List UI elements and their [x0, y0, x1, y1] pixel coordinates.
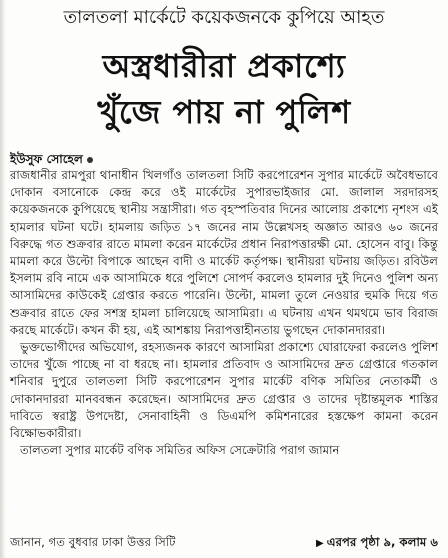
byline-bullet-icon: [87, 157, 93, 163]
article-paragraph-3: তালতলা সুপার মার্কেট বণিক সমিতির অফিস সেক্রেটারি পরাগ জামান: [20, 443, 340, 458]
kicker-headline: তালতলা মার্কেটে কয়েকজনকে কুপিয়ে আহত: [63, 7, 385, 28]
jump-arrow-icon: ▶: [316, 538, 324, 549]
continuation-jump: [316, 533, 438, 553]
article-body: [10, 167, 438, 459]
article-footer: [10, 533, 438, 551]
headline-line-1: অস্ত্রধারীরা প্রকাশ্যে: [102, 47, 346, 85]
article-paragraph-2: ভুক্তভোগীদের অভিযোগ, রহস্যজনক কারণে আসামিরা প্রকাশ্যে ঘোরাফেরা করলেও পুলিশ তাদের খুঁজে পাচ্ছে না বা ধরছে না। হামলার প্রতিবাদ ও আসামিদের দ্রুত গ্রেপ্তারে গতকাল শনিবার দুপুরে তালতলা সিটি করপোরেশন সুপার মার্কেট বণিক সমিতির নেতাকর্মী ও দোকানদাররা মানববন্ধন করেছেন। আসামিদের দ্রুত গ্রেপ্তার ও তাদের দৃষ্টান্তমূলক শাস্তির দাবিতে স্বরাষ্ট্র উপদেষ্টা, সেনাবাহিনী ও ডিএমপি কমিশনারের হস্তক্ষেপ কামনা করেন বিক্ষোভকারীরা।: [10, 340, 438, 441]
headline-line-2: খুঁজে পায় না পুলিশ: [97, 93, 351, 131]
article-paragraph-1: রাজধানীর রামপুরা থানাধীন খিলগাঁও তালতলা সিটি করপোরেশন সুপার মার্কেটে অবৈধভাবে দোকান বসানোকে কেন্দ্র করে ওই মার্কেটের সুপারভাইজার মো. জালাল সরদারসহ কয়েকজনকে কুপিয়েছে স্থানীয় সন্ত্রাসীরা। গত বৃহস্পতিবার দিনের আলোয় প্রকাশ্যে নৃশংস এই হামলার ঘটনা ঘটে। হামলায় জড়িত ১৭ জনের নাম উল্লেখসহ অজ্ঞাত আরও ৬০ জনের বিরুদ্ধে গত শুক্রবার রাতে মামলা করেন মার্কেটের প্রধান নিরাপত্তারক্ষী মো. হোসেন বাবু। কিন্তু মামলা করে উল্টো বিপাকে আছেন বাদী ও মার্কেট কর্তৃপক্ষ। স্থানীয়রা ঘটনায় জড়িত। রবিউল ইসলাম রবি নামে এক আসামিকে ধরে পুলিশে সোপর্দ করলেও হামলার দুই দিনেও পুলিশ অন্য আসামিদের কাউকেই গ্রেপ্তার করতে পারেনি। উল্টো, মামলা তুলে নেওয়ার হুমকি দিয়ে গত শুক্রবার রাতে ফের সশস্ত্র হামলা চালিয়েছে আসামিরা। এ ঘটনায় এখন থমথমে ভাব বিরাজ করছে মার্কেটে। কখন কী হয়, এই আশঙ্কায় নিরাপত্তাহীনতায় ভুগছেন দোকানদাররা।: [10, 168, 438, 337]
byline-author: ইউসুফ সোহেল: [10, 152, 83, 166]
continuation-text: এরপর পৃষ্ঠা ৯, কলাম ৬: [326, 535, 438, 549]
byline: [10, 150, 93, 168]
article-last-line: জানান, গত বুধবার ঢাকা উত্তর সিটি: [10, 535, 176, 549]
